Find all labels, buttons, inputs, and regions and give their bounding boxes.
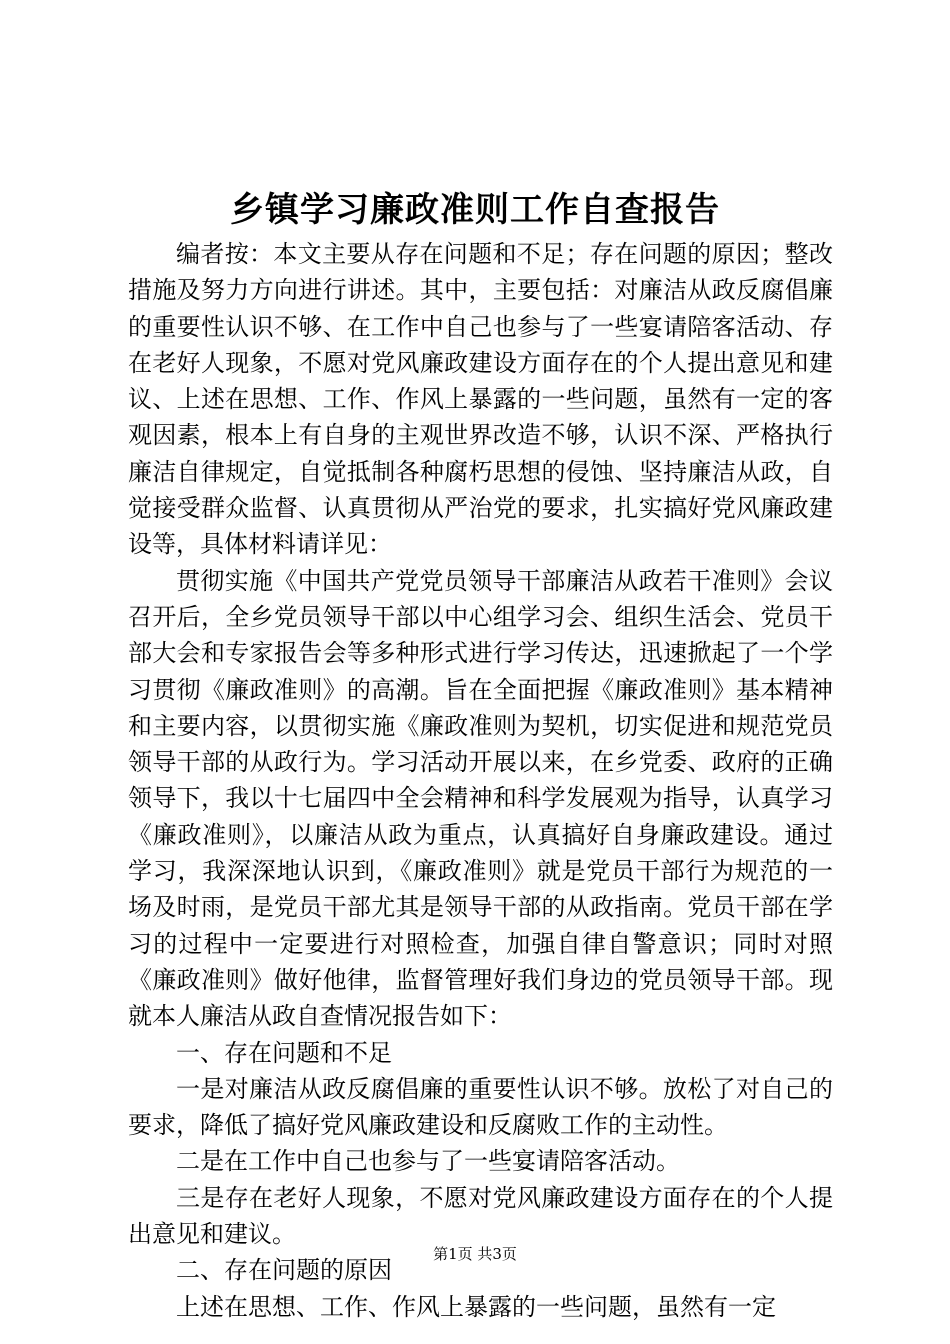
document-title: 乡镇学习廉政准则工作自查报告 bbox=[230, 190, 720, 230]
body-paragraph: 二是在工作中自己也参与了一些宴请陪客活动。 bbox=[176, 1147, 680, 1176]
body-paragraph: 一是对廉洁从政反腐倡廉的重要性认识不够。放松了对自己的要求，降低了搞好党风廉政建设和反腐败工作的主动性。 bbox=[128, 1074, 833, 1140]
section-heading: 二、存在问题的原因 bbox=[176, 1256, 392, 1285]
section-heading: 一、存在问题和不足 bbox=[176, 1038, 392, 1067]
body-paragraph: 贯彻实施《中国共产党党员领导干部廉洁从政若干准则》会议召开后，全乡党员领导干部以中心组学习会、组织生活会、党员干部大会和专家报告会等多种形式进行学习传达，迅速掀起了一个学习贯彻《廉政准则》的高潮。旨在全面把握《廉政准则》基本精神和主要内容，以贯彻实施《廉政准则为契机，切实促进和规范党员领导干部的从政行为。学习活动开展以来，在乡党委、政府的正确领导下，我以十七届四中全会精神和科学发展观为指导，认真学习《廉政准则》，以廉洁从政为重点，认真搞好自身廉政建设。通过学习，我深深地认识到，《廉政准则》就是党员干部行为规范的一场及时雨，是党员干部尤其是领导干部的从政指南。党员干部在学习的过程中一定要进行对照检查，加强自律自警意识；同时对照《廉政准则》做好他律，监督管理好我们身边的党员领导干部。现就本人廉洁从政自查情况报告如下： bbox=[128, 566, 833, 1031]
document-body bbox=[128, 236, 833, 1325]
body-paragraph: 上述在思想、工作、作风上暴露的一些问题，虽然有一定 bbox=[176, 1292, 776, 1321]
page-footer: 第1页 共3页 bbox=[433, 1245, 517, 1263]
body-paragraph: 三是存在老好人现象，不愿对党风廉政建设方面存在的个人提出意见和建议。 bbox=[128, 1183, 833, 1249]
editor-note-paragraph: 编者按：本文主要从存在问题和不足；存在问题的原因；整改措施及努力方向进行讲述。其中，主要包括：对廉洁从政反腐倡廉的重要性认识不够、在工作中自己也参与了一些宴请陪客活动、存在老好人现象，不愿对党风廉政建设方面存在的个人提出意见和建议、上述在思想、工作、作风上暴露的一些问题，虽然有一定的客观因素，根本上有自身的主观世界改造不够，认识不深、严格执行廉洁自律规定，自觉抵制各种腐朽思想的侵蚀、坚持廉洁从政，自觉接受群众监督、认真贯彻从严治党的要求，扎实搞好党风廉政建设等，具体材料请详见： bbox=[128, 240, 833, 559]
